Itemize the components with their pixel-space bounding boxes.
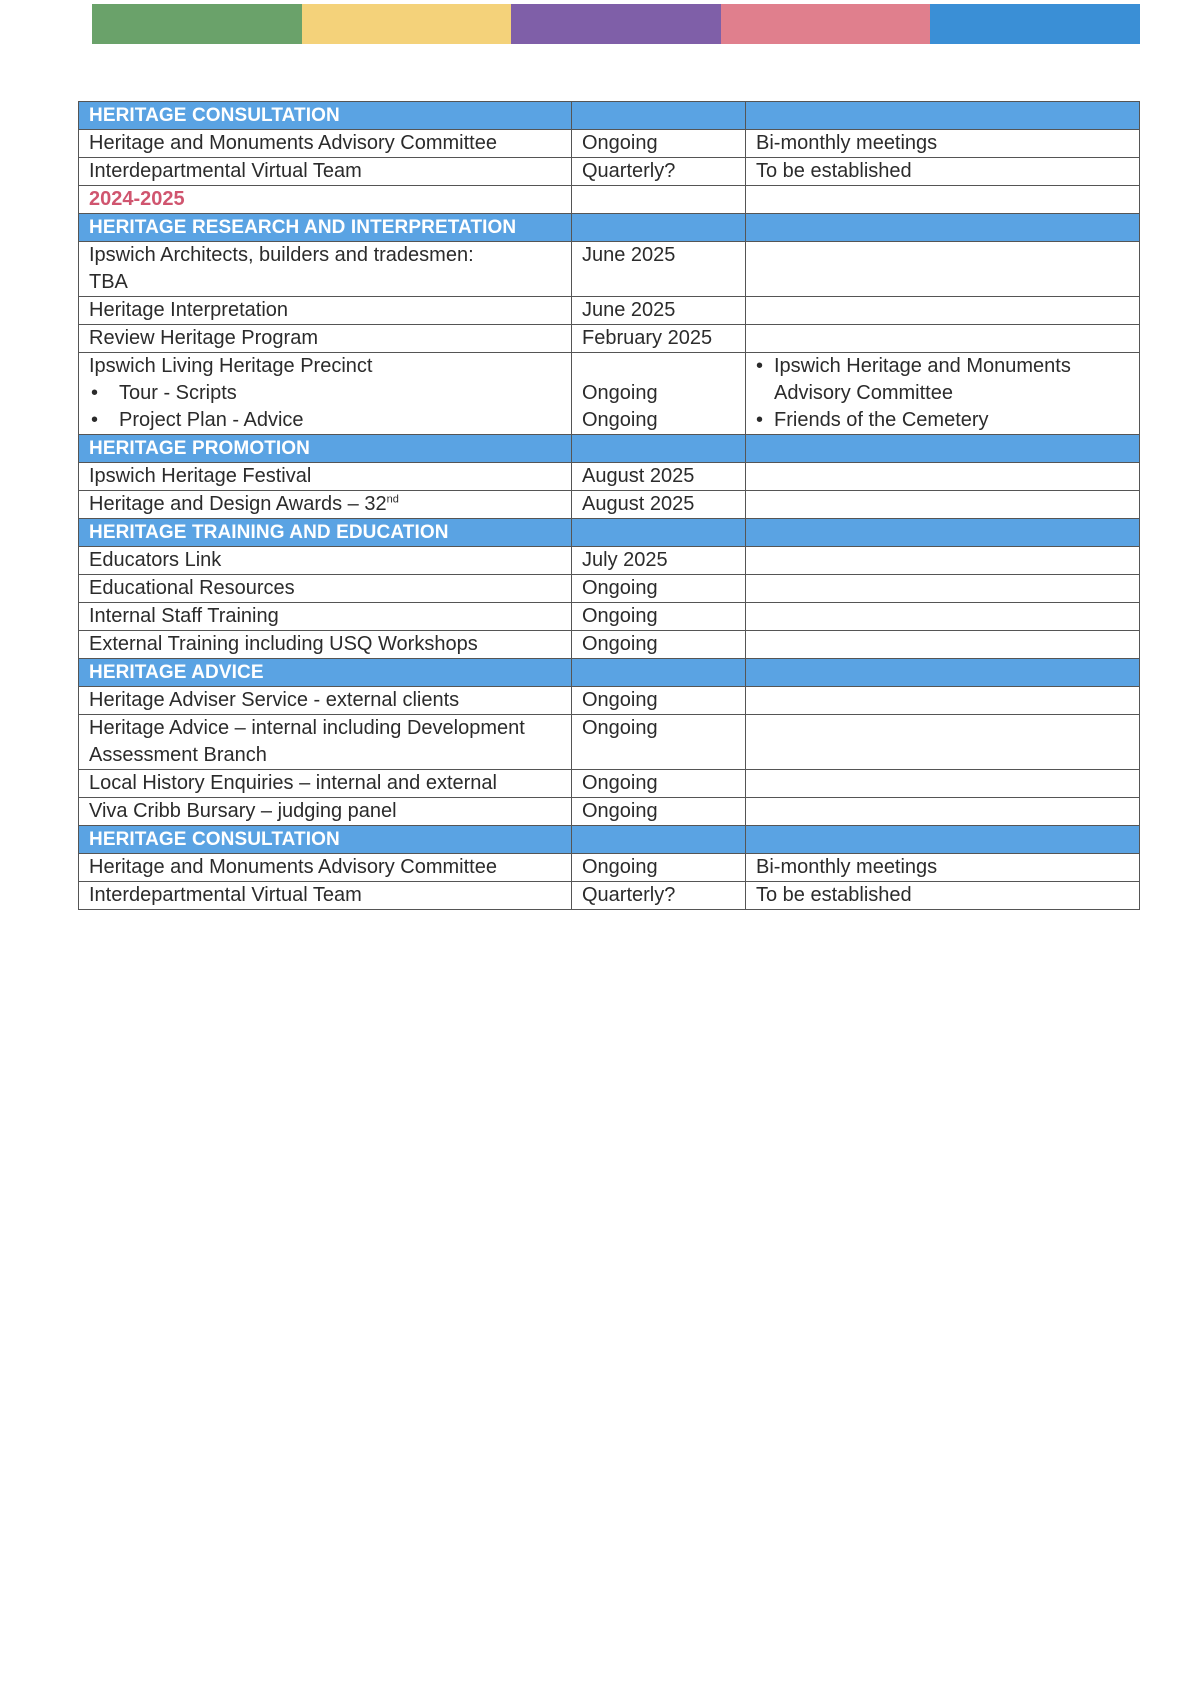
sub-item-timing: Ongoing [582,409,658,431]
section-header-row [79,659,1140,687]
notes-cell [746,463,1140,491]
timing-cell: Ongoing [572,130,746,158]
empty-cell [746,214,1140,242]
notes-cell [746,603,1140,631]
table-row [79,603,1140,631]
table-row [79,854,1140,882]
table-row [79,631,1140,659]
activity-text: Ipswich Living Heritage Precinct [89,355,373,377]
timing-cell: Quarterly? [572,158,746,186]
table-row [79,770,1140,798]
color-bar-segment [930,4,1140,44]
activity-line: Heritage Advice – internal including Development [89,717,525,739]
color-bar-segment [92,4,302,44]
timing-cell: Ongoing [572,715,746,770]
section-header-row [79,435,1140,463]
activity-cell [79,603,572,631]
table-row [79,325,1140,353]
table-row [79,575,1140,603]
table-row [79,547,1140,575]
spacer [582,353,735,380]
section-title: HERITAGE TRAINING AND EDUCATION [79,519,572,547]
activity-text: Viva Cribb Bursary – judging panel [89,800,397,822]
notes-cell [746,715,1140,770]
activity-cell [79,130,572,158]
notes-cell [746,575,1140,603]
empty-cell [572,519,746,547]
color-bar-segment [511,4,721,44]
activity-text: Heritage and Design Awards – 32 [89,493,387,515]
section-header-row [79,826,1140,854]
empty-cell [572,186,746,214]
activity-cell [79,575,572,603]
timing-cell: Ongoing [572,798,746,826]
activity-cell [79,631,572,659]
activity-text: Heritage and Monuments Advisory Committee [89,856,497,878]
notes-cell [746,798,1140,826]
color-bar-segment [302,4,512,44]
notes-cell: Bi-monthly meetings [746,854,1140,882]
notes-bullet-text: Ipswich Heritage and Monuments Advisory Committee [774,355,1071,404]
activity-text: Local History Enquiries – internal and external [89,772,497,794]
timing-cell: August 2025 [572,491,746,519]
activity-line: Ipswich Architects, builders and tradesmen: [89,244,474,266]
notes-cell [746,242,1140,297]
bullet-icon: • [91,382,99,404]
table-row [79,715,1140,770]
activity-text: Interdepartmental Virtual Team [89,160,362,182]
activity-cell [79,491,572,519]
notes-cell: To be established [746,882,1140,910]
timing-cell: Ongoing [572,854,746,882]
table-row [79,798,1140,826]
activity-cell [79,242,572,297]
empty-cell [746,102,1140,130]
activity-text: Heritage Adviser Service - external clients [89,689,460,711]
activity-text: Internal Staff Training [89,605,279,627]
activity-cell [79,463,572,491]
table-row [79,297,1140,325]
empty-cell [746,186,1140,214]
notes-cell: To be established [746,158,1140,186]
activity-text: Educators Link [89,549,222,571]
activity-cell [79,687,572,715]
sub-item-label: Project Plan - Advice [119,409,304,431]
activity-text: External Training including USQ Workshops [89,633,478,655]
activity-text: Interdepartmental Virtual Team [89,884,362,906]
activity-cell [79,715,572,770]
table-row [79,882,1140,910]
table-row [79,463,1140,491]
table-row [79,353,1140,435]
activity-cell [79,770,572,798]
notes-cell [746,491,1140,519]
activity-superscript: nd [386,493,399,506]
activity-cell [79,798,572,826]
table-row [79,130,1140,158]
notes-cell [746,353,1140,435]
table-row [79,242,1140,297]
timing-cell: August 2025 [572,463,746,491]
timing-cell: Ongoing [572,687,746,715]
timing-cell: June 2025 [572,297,746,325]
notes-cell [746,770,1140,798]
timing-cell: Ongoing [572,603,746,631]
sub-item-label: Tour - Scripts [119,382,237,404]
empty-cell [572,102,746,130]
section-title: HERITAGE PROMOTION [79,435,572,463]
activity-line: Assessment Branch [89,744,267,766]
bullet-icon: • [756,355,764,377]
timing-cell: July 2025 [572,547,746,575]
section-title: HERITAGE RESEARCH AND INTERPRETATION [79,214,572,242]
notes-bullet [756,407,1129,434]
notes-cell [746,297,1140,325]
sub-item-timing: Ongoing [582,382,658,404]
timing-cell: Quarterly? [572,882,746,910]
bullet-icon: • [91,409,99,431]
section-title: HERITAGE ADVICE [79,659,572,687]
notes-cell [746,631,1140,659]
notes-cell: Bi-monthly meetings [746,130,1140,158]
sub-item [89,407,561,434]
activity-cell [79,297,572,325]
empty-cell [746,659,1140,687]
empty-cell [572,659,746,687]
year-row [79,186,1140,214]
empty-cell [746,519,1140,547]
activity-cell [79,158,572,186]
activity-cell [79,882,572,910]
empty-cell [572,435,746,463]
timing-cell: February 2025 [572,325,746,353]
notes-bullet [756,353,1129,407]
empty-cell [746,435,1140,463]
table-row [79,158,1140,186]
section-header-row [79,102,1140,130]
heritage-program-table [78,101,1140,910]
empty-cell [572,826,746,854]
activity-text: Heritage and Monuments Advisory Committee [89,132,497,154]
empty-cell [746,826,1140,854]
section-header-row [79,214,1140,242]
activity-text: Review Heritage Program [89,327,318,349]
timing-cell: June 2025 [572,242,746,297]
section-title: HERITAGE CONSULTATION [79,826,572,854]
activity-text: Heritage Interpretation [89,299,289,321]
section-title: HERITAGE CONSULTATION [79,102,572,130]
timing-cell: Ongoing [572,770,746,798]
timing-cell [572,353,746,435]
notes-cell [746,687,1140,715]
notes-bullet-text: Friends of the Cemetery [774,409,989,431]
activity-cell [79,353,572,435]
sub-item [89,380,561,407]
notes-cell [746,547,1140,575]
bullet-icon: • [756,409,764,431]
timing-cell: Ongoing [572,575,746,603]
table-row [79,687,1140,715]
activity-cell [79,854,572,882]
color-bar-segment [721,4,931,44]
empty-cell [572,214,746,242]
section-header-row [79,519,1140,547]
timing-cell: Ongoing [572,631,746,659]
header-color-bar [92,4,1140,44]
activity-cell [79,547,572,575]
activity-text: Ipswich Heritage Festival [89,465,312,487]
activity-cell [79,325,572,353]
year-label: 2024-2025 [79,186,572,214]
table-row [79,491,1140,519]
activity-text: Educational Resources [89,577,295,599]
activity-line: TBA [89,271,128,293]
notes-cell [746,325,1140,353]
